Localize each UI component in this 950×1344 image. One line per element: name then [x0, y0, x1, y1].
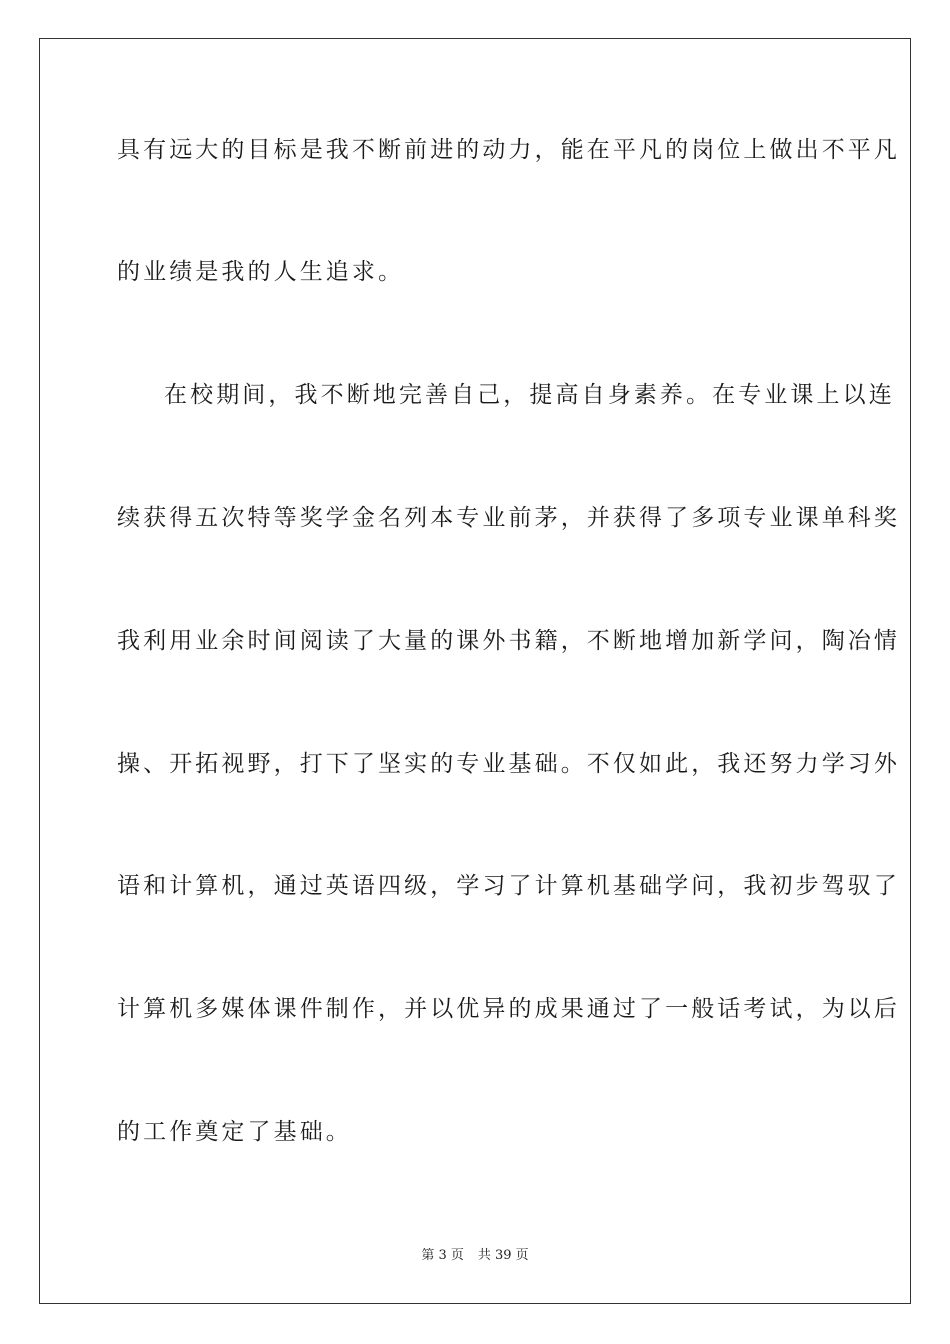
page-footer — [0, 1247, 950, 1265]
paragraph-line-8: 计算机多媒体课件制作，并以优异的成果通过了一般话考试，为以后 — [117, 996, 900, 1022]
page-total: 共 39 页 — [477, 1248, 529, 1263]
paragraph-line-3: 在校期间，我不断地完善自己，提高自身素养。在专业课上以连 — [164, 382, 895, 408]
paragraph-line-5: 我利用业余时间阅读了大量的课外书籍，不断地增加新学问，陶冶情 — [117, 628, 900, 654]
paragraph-line-9: 的工作奠定了基础。 — [117, 1119, 352, 1145]
page-frame — [39, 38, 911, 1304]
paragraph-line-1: 具有远大的目标是我不断前进的动力，能在平凡的岗位上做出不平凡 — [117, 137, 900, 163]
paragraph-line-2: 的业绩是我的人生追求。 — [117, 259, 405, 285]
paragraph-line-7: 语和计算机，通过英语四级，学习了计算机基础学问，我初步驾驭了 — [117, 873, 900, 899]
paragraph-line-4: 续获得五次特等奖学金名列本专业前茅，并获得了多项专业课单科奖 — [117, 505, 900, 531]
paragraph-line-6: 操、开拓视野，打下了坚实的专业基础。不仅如此，我还努力学习外 — [117, 751, 900, 777]
page-number: 第 3 页 — [421, 1248, 464, 1263]
